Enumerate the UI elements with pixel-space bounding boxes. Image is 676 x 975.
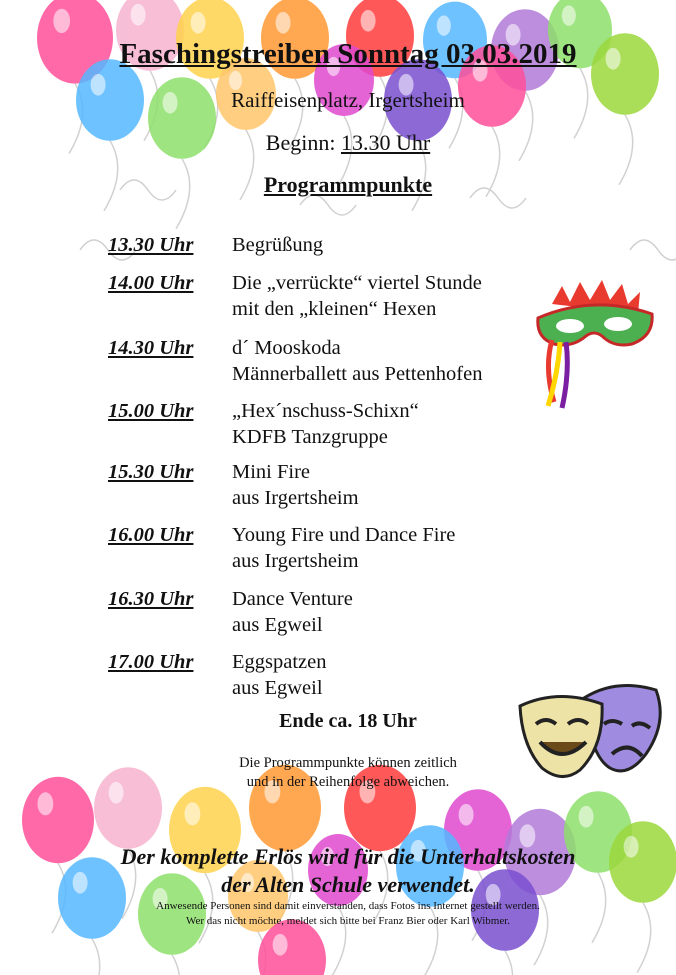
program-line: Begrüßung [232, 234, 324, 256]
program-description [232, 398, 562, 450]
program-description [232, 232, 562, 258]
program-line: aus Irgertsheim [232, 487, 359, 509]
photo-consent [0, 899, 676, 929]
program-description [232, 459, 562, 511]
start-time-value: 13.30 Uhr [340, 130, 431, 155]
program-line: Männerballett aus Pettenhofen [232, 363, 483, 385]
program-time: 14.00 Uhr [108, 272, 194, 294]
program-description [232, 649, 562, 701]
program-line: mit den „kleinen“ Hexen [232, 298, 437, 320]
program-line: Young Fire und Dance Fire [232, 524, 456, 546]
program-time: 13.30 Uhr [108, 234, 194, 256]
consent-line: Wer das nicht möchte, meldet sich bitte bei Franz Bier oder Karl Wibmer. [185, 915, 511, 927]
program-line: aus Egweil [232, 614, 323, 636]
program-line: Eggspatzen [232, 651, 327, 673]
program-line: Mini Fire [232, 461, 311, 483]
start-label: Beginn: [265, 130, 336, 155]
proceeds-line: Der komplette Erlös wird für die Unterhaltskosten [120, 844, 576, 869]
program-time: 15.00 Uhr [108, 400, 194, 422]
program-line: KDFB Tanzgruppe [232, 426, 388, 448]
page-title: Faschingstreiben Sonntag 03.03.2019 [119, 38, 577, 70]
theater-masks-icon [516, 676, 670, 782]
program-line: Dance Venture [232, 588, 353, 610]
program-line: „Hex´nschuss-Schixn“ [232, 400, 419, 422]
carnival-mask-icon [530, 278, 660, 416]
program-line: aus Irgertsheim [232, 550, 359, 572]
program-description [232, 270, 562, 322]
program-heading: Programmpunkte [263, 172, 433, 197]
program-time: 16.00 Uhr [108, 524, 194, 546]
consent-line: Anwesende Personen sind damit einverstanden, dass Fotos ins Internet gestellt werden. [156, 900, 540, 912]
program-description [232, 586, 562, 638]
end-time: Ende ca. 18 Uhr [279, 710, 417, 732]
note-line: und in der Reihenfolge abweichen. [246, 774, 450, 790]
program-time: 17.00 Uhr [108, 651, 194, 673]
venue: Raiffeisenplatz, Irgertsheim [231, 88, 465, 112]
program-time: 16.30 Uhr [108, 588, 194, 610]
program-description [232, 335, 562, 387]
proceeds-notice [0, 843, 676, 899]
program-description [232, 522, 562, 574]
proceeds-line: der Alten Schule verwendet. [221, 872, 475, 897]
program-line: Die „verrückte“ viertel Stunde [232, 272, 482, 294]
start-time [0, 130, 676, 156]
program-time: 15.30 Uhr [108, 461, 194, 483]
program-time: 14.30 Uhr [108, 337, 194, 359]
note-line: Die Programmpunkte können zeitlich [239, 755, 457, 771]
program-line: d´ Mooskoda [232, 337, 341, 359]
program-line: aus Egweil [232, 677, 323, 699]
